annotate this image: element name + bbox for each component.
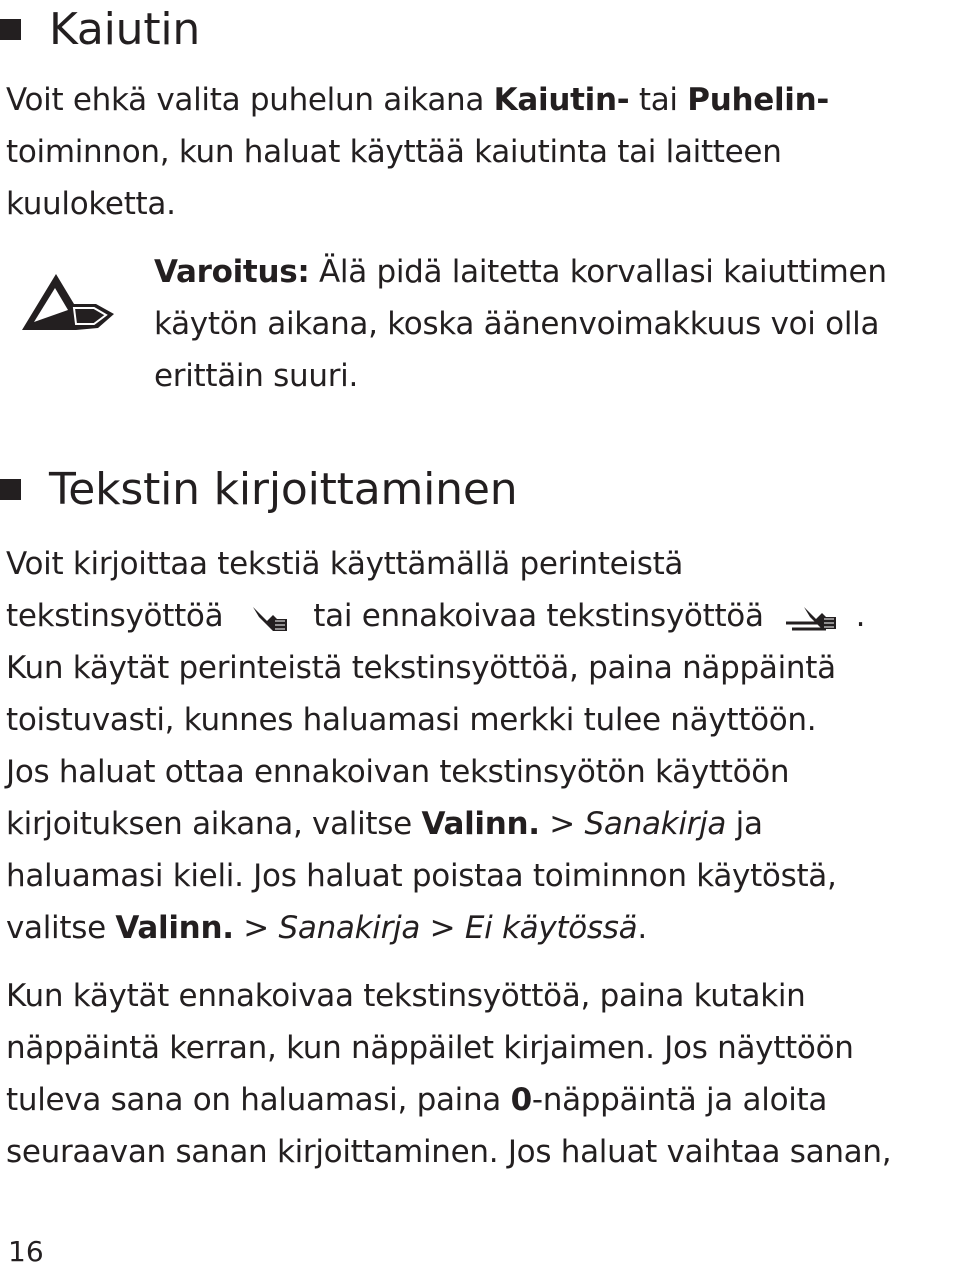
- bold-term: Valinn.: [115, 910, 234, 946]
- paragraph-line: haluamasi kieli. Jos haluat poistaa toiminnon käytöstä,: [6, 858, 837, 894]
- text-run: Voit ehkä valita puhelun aikana: [6, 82, 494, 118]
- page-number: 16: [8, 1235, 44, 1268]
- heading-text: Tekstin kirjoittaminen: [49, 464, 518, 515]
- text-run: valitse: [6, 910, 116, 946]
- paragraph-line: [6, 908, 647, 948]
- paragraph-line: [6, 804, 763, 844]
- heading-bullet: [0, 19, 21, 40]
- paragraph-line: seuraavan sanan kirjoittaminen. Jos haluat vaihtaa sanan,: [6, 1134, 892, 1170]
- paragraph-line: toistuvasti, kunnes haluamasi merkki tulee näyttöön.: [6, 702, 817, 738]
- text-run: -näppäintä ja aloita: [531, 1082, 828, 1118]
- paragraph-line: [6, 1080, 827, 1120]
- text-run: >: [539, 806, 585, 842]
- bold-term: Valinn.: [421, 806, 540, 842]
- warning-label: Varoitus:: [154, 254, 310, 290]
- paragraph-line: Kun käytät ennakoivaa tekstinsyöttöä, paina kutakin: [6, 978, 806, 1014]
- text-run: .: [637, 910, 647, 946]
- warning-hand-icon: [16, 268, 120, 336]
- section-heading-kaiutin: [0, 2, 200, 58]
- paragraph-line: Kun käytät perinteistä tekstinsyöttöä, paina näppäintä: [6, 650, 836, 686]
- text-run: tekstinsyöttöä: [6, 598, 224, 634]
- predictive-text-input-icon: [764, 601, 856, 635]
- text-run: kirjoituksen aikana, valitse: [6, 806, 422, 842]
- bold-term: 0: [510, 1082, 532, 1118]
- heading-bullet: [0, 479, 21, 500]
- paragraph-line: Voit kirjoittaa tekstiä käyttämällä perinteistä: [6, 546, 684, 582]
- italic-term: Sanakirja: [584, 806, 727, 842]
- paragraph-line: [6, 80, 829, 120]
- italic-term: Sanakirja: [278, 910, 421, 946]
- traditional-text-input-icon: [223, 601, 313, 635]
- bold-term: Kaiutin-: [493, 82, 630, 118]
- heading-text: Kaiutin: [49, 4, 201, 55]
- text-run: Älä pidä laitetta korvallasi kaiuttimen: [309, 254, 887, 290]
- text-run: tai ennakoivaa tekstinsyöttöä: [313, 598, 764, 634]
- text-run: >: [233, 910, 279, 946]
- text-run: .: [855, 598, 866, 634]
- paragraph-line: kuuloketta.: [6, 186, 176, 222]
- italic-term: Ei käytössä: [464, 910, 638, 946]
- paragraph-line: Jos haluat ottaa ennakoivan tekstinsyötön käyttöön: [6, 754, 790, 790]
- bold-term: Puhelin-: [687, 82, 829, 118]
- paragraph-line: näppäintä kerran, kun näppäilet kirjaimen. Jos näyttöön: [6, 1030, 854, 1066]
- text-run: >: [420, 910, 465, 946]
- text-run: tai: [629, 82, 688, 118]
- warning-line: erittäin suuri.: [154, 358, 359, 394]
- paragraph-line: [6, 596, 865, 636]
- paragraph-line: toiminnon, kun haluat käyttää kaiutinta tai laitteen: [6, 134, 782, 170]
- text-run: tuleva sana on haluamasi, paina: [6, 1082, 511, 1118]
- warning-line: käytön aikana, koska äänenvoimakkuus voi olla: [154, 306, 880, 342]
- text-run: ja: [726, 806, 763, 842]
- section-heading-tekstin-kirjoittaminen: [0, 462, 517, 518]
- warning-line: [154, 252, 887, 292]
